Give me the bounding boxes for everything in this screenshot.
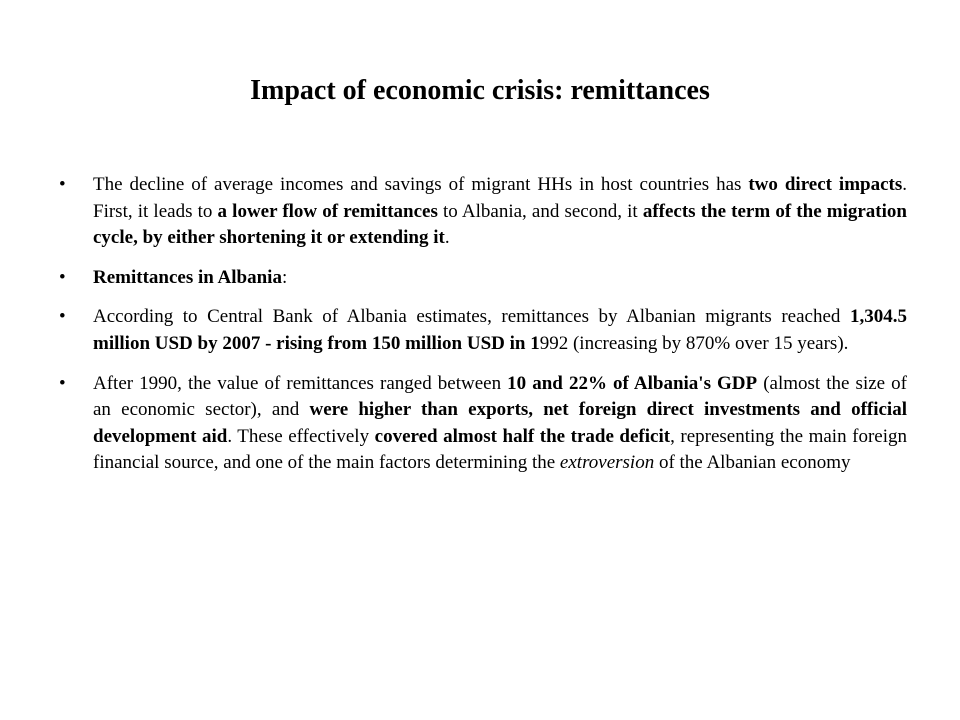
bullet-text-run: two direct impacts	[748, 174, 903, 195]
bullet-item	[59, 172, 907, 252]
bullet-text-run: . First, it leads to	[93, 174, 907, 222]
slide-title: Impact of economic crisis: remittances	[250, 75, 710, 106]
bullet-item	[59, 304, 907, 357]
bullet-text-run: covered almost half the trade deficit	[374, 425, 671, 447]
bullet-text-run: 992 (increasing by 870% over 15 years).	[539, 332, 849, 354]
bullet-item	[59, 265, 907, 292]
bullet-text-run: 10 and 22% of Albania's GDP	[507, 372, 758, 394]
bullet-marker: •	[59, 306, 66, 328]
bullet-marker: •	[59, 372, 66, 394]
bullet-text-run: 1,304.5 million USD by 2007 - rising from 150 million USD in 1	[93, 306, 907, 354]
bullet-marker: •	[59, 174, 66, 195]
bullet-text-run: , representing the main foreign financial source, and one of the main factors determining the	[93, 425, 907, 474]
bullet-text-run: According to Central Bank of Albania estimates, remittances by Albanian migrants reached	[93, 306, 850, 328]
bullet-text-run: a lower flow of remittances	[217, 200, 438, 222]
bullet-text-run: (almost the size of an economic sector), and	[93, 372, 907, 421]
bullet-text-run: Remittances in Albania	[93, 266, 282, 288]
bullet-marker: •	[59, 266, 66, 288]
bullet-text-run: .	[444, 227, 450, 249]
bullet-text-run: :	[281, 266, 288, 288]
bullet-text-run: to Albania, and second, it	[437, 200, 643, 222]
bullet-text-run: extroversion	[559, 452, 655, 474]
bullet-text-run: of the Albanian economy	[654, 452, 851, 474]
bullet-item	[59, 371, 907, 477]
bullet-list	[59, 172, 907, 477]
bullet-text-run: were higher than exports, net foreign direct investments and official development aid	[93, 399, 907, 447]
bullet-text-run: After 1990, the value of remittances ranged between	[93, 372, 508, 394]
bullet-text-run: affects the term of the migration cycle, by either shortening it or extending it	[93, 200, 907, 249]
bullet-text-run: . These effectively	[227, 425, 375, 447]
bullet-text-run: The decline of average incomes and savings of migrant HHs in host countries has	[93, 174, 749, 195]
